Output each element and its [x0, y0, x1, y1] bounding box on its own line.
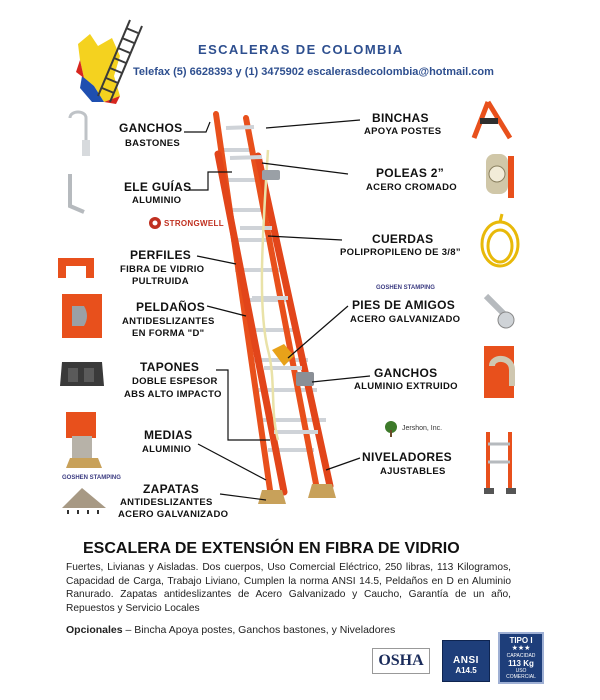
leveler-image	[480, 430, 524, 496]
label-zapatas: ZAPATAS	[143, 482, 200, 496]
label-peldanos-sub-1: ANTIDESLIZANTES	[122, 316, 215, 327]
strongwell-brand: STRONGWELL	[164, 219, 224, 228]
label-binchas: BINCHAS	[372, 111, 429, 125]
ansi-badge	[442, 640, 490, 682]
aluminum-hook-image	[484, 346, 524, 398]
label-medias-sub: ALUMINIO	[142, 444, 192, 455]
type-one-text: TIPO I	[509, 636, 533, 645]
pulley-image	[478, 152, 518, 200]
label-tapones: TAPONES	[140, 360, 200, 374]
label-perfiles: PERFILES	[130, 248, 192, 262]
pole-brace-image	[470, 98, 514, 142]
anti-slip-shoe-image	[60, 484, 108, 514]
aluminum-shoe-mount-image	[62, 412, 106, 470]
label-cuerdas-sub: POLIPROPILENO DE 3/8”	[340, 247, 461, 258]
label-ganchos-aluminio-sub: ALUMINIO EXTRUIDO	[354, 381, 458, 392]
goshen-brand-left: GOSHEN STAMPING	[62, 475, 121, 481]
optional-text: – Bincha Apoya postes, Ganchos bastones, y Niveladores	[122, 624, 396, 636]
use-label: USO	[515, 668, 527, 674]
d-rung-image	[62, 294, 102, 338]
fiberglass-profile-image	[56, 254, 96, 280]
friend-foot-image	[480, 290, 520, 334]
star-rating: ★★★	[511, 645, 531, 652]
label-poleas: POLEAS 2”	[376, 166, 445, 180]
label-perfiles-sub-2: PULTRUIDA	[132, 276, 189, 287]
product-title: ESCALERA DE EXTENSIÓN EN FIBRA DE VIDRIO	[83, 540, 460, 557]
label-ele-guias: ELE GUÍAS	[124, 180, 192, 194]
label-poleas-sub: ACERO CROMADO	[366, 182, 457, 193]
label-medias: MEDIAS	[144, 428, 193, 442]
label-perfiles-sub-1: FIBRA DE VIDRIO	[120, 264, 205, 275]
ansi-text: ANSI	[453, 655, 479, 666]
osha-badge	[372, 648, 430, 674]
osha-text: OSHA	[378, 652, 424, 669]
jershon-tree-logo	[382, 420, 400, 438]
rope-image	[478, 214, 522, 274]
capacity-label: CAPACIDAD	[506, 653, 536, 659]
contact-info: Telefax (5) 6628393 y (1) 3475902 escalerasdecolombia@hotmail.com	[133, 66, 494, 78]
label-zapatas-sub-2: ACERO GALVANIZADO	[118, 509, 229, 520]
company-name: ESCALERAS DE COLOMBIA	[198, 42, 404, 57]
label-niveladores-sub: AJUSTABLES	[380, 466, 446, 477]
ele-guide-image	[66, 172, 90, 214]
strongwell-logo-mark	[148, 216, 162, 230]
label-peldanos: PELDAÑOS	[136, 300, 206, 314]
label-peldanos-sub-2: EN FORMA "D"	[132, 328, 205, 339]
optional-label: Opcionales	[66, 624, 123, 636]
label-ganchos-aluminio: GANCHOS	[374, 366, 438, 380]
optional-accessories	[66, 624, 395, 636]
label-pies-de-amigos: PIES DE AMIGOS	[352, 298, 456, 312]
label-binchas-sub: APOYA POSTES	[364, 126, 442, 137]
hook-cane-image	[66, 110, 90, 160]
product-description: Fuertes, Livianas y Aisladas. Dos cuerpos, Uso Comercial Eléctrico, 250 libras, 113 Kilogramos, Capacidad de Carga, Trabajo Liviano, Cumplen la norma ANSI 14.5, Peldaños en D en Aluminio Ranurado. Zapatas antideslizantes de Acero Galvanizado y Caucho, Garantía de un año, Repuestos y Servicio Locales	[66, 562, 511, 614]
label-tapones-sub-2: ABS ALTO IMPACTO	[124, 389, 222, 400]
goshen-brand-right: GOSHEN STAMPING	[376, 285, 435, 291]
label-zapatas-sub-1: ANTIDESLIZANTES	[120, 497, 213, 508]
jershon-brand: Jershon, Inc.	[402, 425, 443, 432]
label-ele-guias-sub: ALUMINIO	[132, 195, 182, 206]
type-one-badge	[498, 632, 544, 684]
capacity-value: 113 Kg	[508, 659, 534, 668]
end-cap-image	[58, 356, 106, 396]
label-ganchos-bastones-sub: BASTONES	[125, 138, 181, 149]
label-cuerdas: CUERDAS	[372, 232, 434, 246]
ansi-code: A14.5	[455, 666, 477, 675]
label-niveladores: NIVELADORES	[362, 450, 452, 464]
label-tapones-sub-1: DOBLE ESPESOR	[132, 376, 218, 387]
label-pies-de-amigos-sub: ACERO GALVANIZADO	[350, 314, 461, 325]
label-ganchos-bastones: GANCHOS	[119, 121, 183, 135]
commercial-label: COMERCIAL	[506, 674, 536, 680]
